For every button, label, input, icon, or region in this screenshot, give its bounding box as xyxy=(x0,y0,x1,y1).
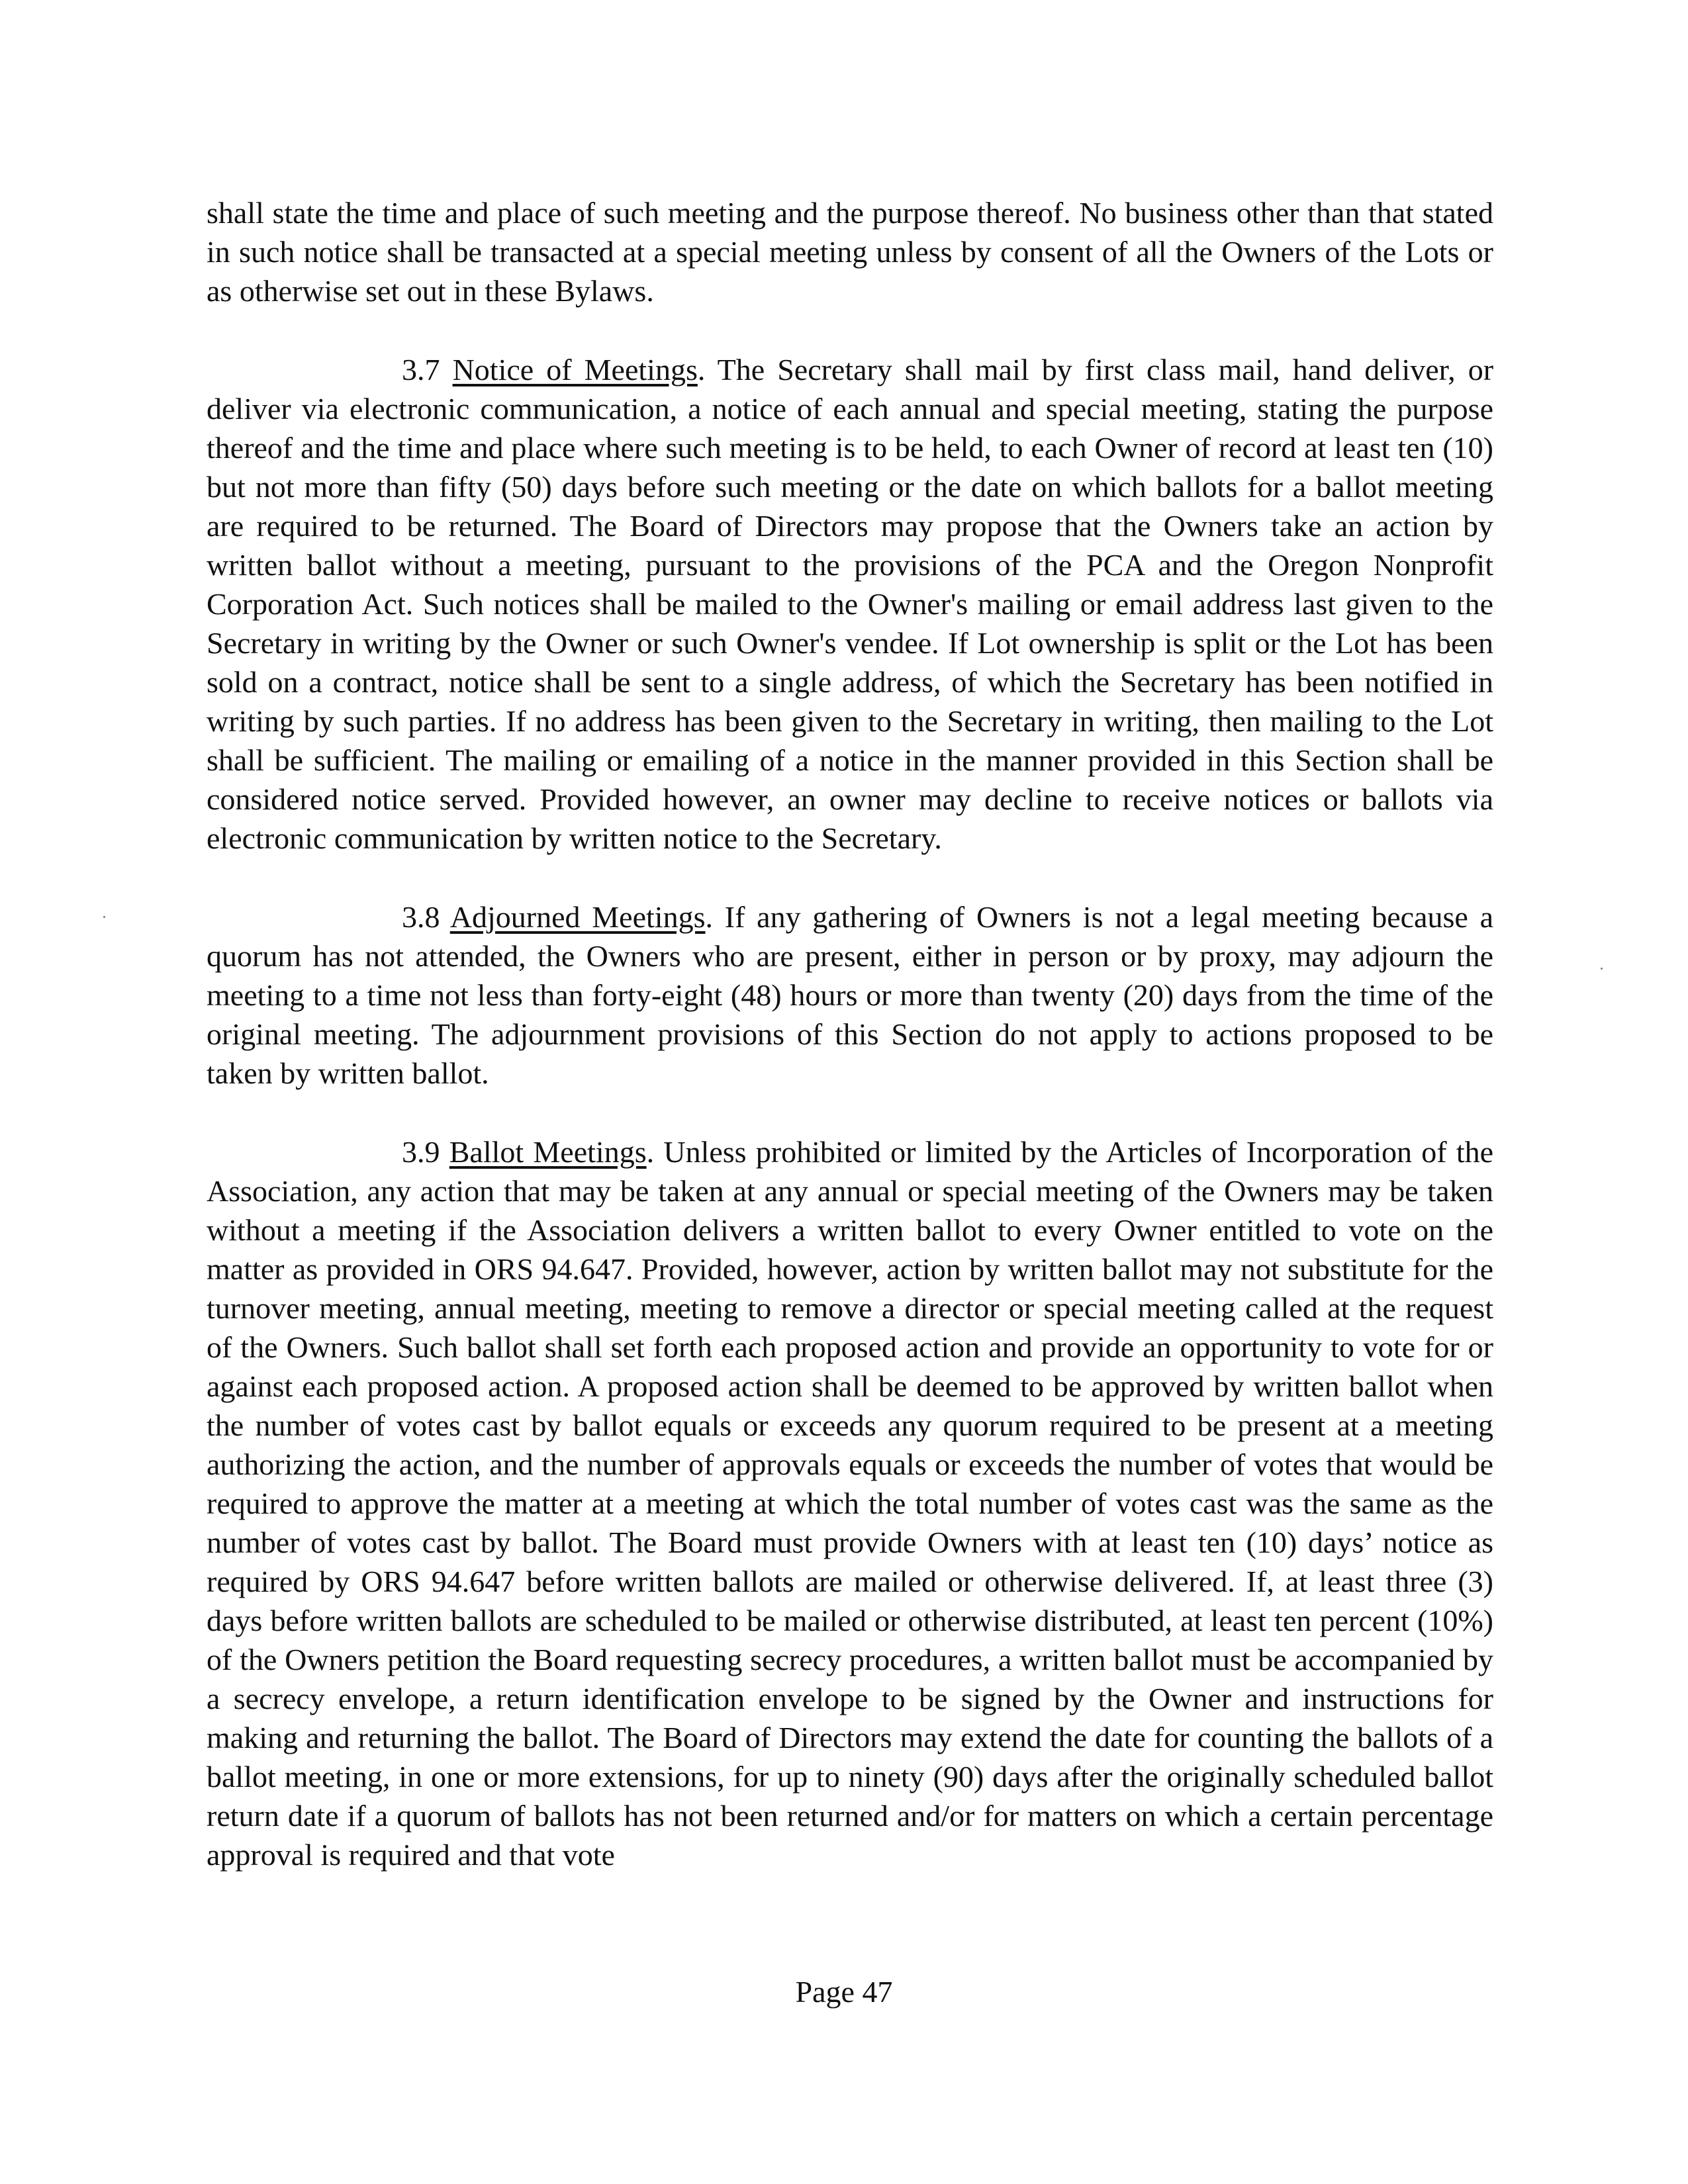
section-3-9-number: 3.9 xyxy=(402,1135,440,1169)
section-3-9-paragraph: 3.9 Ballot Meetings. Unless prohibited or limited by the Articles of Incorporation of the Association, any action that may be taken at any annual or special meeting of the Owners may be taken without a meeting if the Association delivers a written ballot to every Owner entitled to vote on the matter as provided in ORS 94.647. Provided, however, action by written ballot may not substitute for the turnover meeting, annual meeting, meeting to remove a director or special meeting called at the request of the Owners. Such ballot shall set forth each proposed action and provide an opportunity to vote for or against each proposed action. A proposed action shall be deemed to be approved by written ballot when the number of votes cast by ballot equals or exceeds any quorum required to be present at a meeting authorizing the action, and the number of approvals equals or exceeds the number of votes that would be required to approve the matter at a meeting at which the total number of votes cast was the same as the number of votes cast by ballot. The Board must provide Owners with at least ten (10) days’ notice as required by ORS 94.647 before written ballots are mailed or otherwise delivered. If, at least three (3) days before written ballots are scheduled to be mailed or otherwise distributed, at least ten percent (10%) of the Owners petition the Board requesting secrecy procedures, a written ballot must be accompanied by a secrecy envelope, a return identification envelope to be signed by the Owner and instructions for making and returning the ballot. The Board of Directors may extend the date for counting the ballots of a ballot meeting, in one or more extensions, for up to ninety (90) days after the originally scheduled ballot return date if a quorum of ballots has not been returned and/or for matters on which a certain percentage approval is required and that vote xyxy=(207,1135,1494,1872)
section-3-7-number: 3.7 xyxy=(402,353,440,387)
section-3-8-body: If any gathering of Owners is not a legal meeting because a quorum has not attended, the Owners who are present, either in person or by proxy, may adjourn the meeting to a time not less than forty-eight (48) hours or more than twenty (20) days from the time of the original meeting. The adjournment provisions of this Section do not apply to actions proposed to be taken by written ballot. xyxy=(207,900,1493,1090)
section-3-7-paragraph: 3.7 Notice of Meetings. The Secretary shall mail by first class mail, hand deliver, or deliver via electronic communication, a notice of each annual and special meeting, stating the purpose thereof and the time and place where such meeting is to be held, to each Owner of record at least ten (10) but not more than fifty (50) days before such meeting or the date on which ballots for a ballot meeting are required to be returned. The Board of Directors may propose that the Owners take an action by written ballot without a meeting, pursuant to the provisions of the PCA and the Oregon Nonprofit Corporation Act. Such notices shall be mailed to the Owner's mailing or email address last given to the Secretary in writing by the Owner or such Owner's vendee. If Lot ownership is split or the Lot has been sold on a contract, notice shall be sent to a single address, of which the Secretary has been notified in writing by such parties. If no address has been given to the Secretary in writing, then mailing to the Lot shall be sufficient. The mailing or emailing of a notice in the manner provided in this Section shall be considered notice served. Provided however, an owner may decline to receive notices or ballots via electronic communication by written notice to the Secretary. xyxy=(207,353,1494,855)
continuation-paragraph: shall state the time and place of such meeting and the purpose thereof. No business other than that stated in such notice shall be transacted at a special meeting unless by consent of all the Owners of the Lots or as otherwise set out in these Bylaws. xyxy=(207,196,1493,308)
section-3-8-heading: Adjourned Meetings xyxy=(449,900,706,934)
section-3-9-body: Unless prohibited or limited by the Articles of Incorporation of the Association, any action that may be taken at any annual or special meeting of the Owners may be taken without a meeting if the Association delivers a written ballot to every Owner entitled to vote on the matter as provided in ORS 94.647. Provided, however, action by written ballot may not substitute for the turnover meeting, annual meeting, meeting to remove a director or special meeting called at the request of the Owners. Such ballot shall set forth each proposed action and provide an opportunity to vote for or against each proposed action. A proposed action shall be deemed to be approved by written ballot when the number of votes cast by ballot equals or exceeds any quorum required to be present at a meeting authorizing the action, and the number of approvals equals or exceeds the number of votes that would be required to approve the matter at a meeting at which the total number of votes cast was the same as the number of votes cast by ballot. The Board must provide Owners with at least ten (10) days’ notice as required by ORS 94.647 before written ballots are mailed or otherwise delivered. If, at least three (3) days before written ballots are scheduled to be mailed or otherwise distributed, at least ten percent (10%) of the Owners petition the Board requesting secrecy procedures, a written ballot must be accompanied by a secrecy envelope, a return identification envelope to be signed by the Owner and instructions for making and returning the ballot. The Board of Directors may extend the date for counting the ballots of a ballot meeting, in one or more extensions, for up to ninety (90) days after the originally scheduled ballot return date if a quorum of ballots has not been returned and/or for matters on which a certain percentage approval is required and that vote xyxy=(207,1135,1494,1872)
scan-speck xyxy=(1601,968,1603,970)
section-3-8-number: 3.8 xyxy=(402,900,440,934)
scan-speck xyxy=(103,916,105,918)
section-3-7-heading: Notice of Meetings xyxy=(452,353,698,387)
document-body xyxy=(207,193,1493,1874)
section-3-8-paragraph: 3.8 Adjourned Meetings. If any gathering of Owners is not a legal meeting because a quorum has not attended, the Owners who are present, either in person or by proxy, may adjourn the meeting to a time not less than forty-eight (48) hours or more than twenty (20) days from the time of the original meeting. The adjournment provisions of this Section do not apply to actions proposed to be taken by written ballot. xyxy=(207,900,1493,1090)
section-3-7-body: The Secretary shall mail by first class mail, hand deliver, or deliver via electronic communication, a notice of each annual and special meeting, stating the purpose thereof and the time and place where such meeting is to be held, to each Owner of record at least ten (10) but not more than fifty (50) days before such meeting or the date on which ballots for a ballot meeting are required to be returned. The Board of Directors may propose that the Owners take an action by written ballot without a meeting, pursuant to the provisions of the PCA and the Oregon Nonprofit Corporation Act. Such notices shall be mailed to the Owner's mailing or email address last given to the Secretary in writing by the Owner or such Owner's vendee. If Lot ownership is split or the Lot has been sold on a contract, notice shall be sent to a single address, of which the Secretary has been notified in writing by such parties. If no address has been given to the Secretary in writing, then mailing to the Lot shall be sufficient. The mailing or emailing of a notice in the manner provided in this Section shall be considered notice served. Provided however, an owner may decline to receive notices or ballots via electronic communication by written notice to the Secretary. xyxy=(207,353,1494,855)
section-3-9-heading: Ballot Meetings xyxy=(449,1135,647,1169)
page-number: Page 47 xyxy=(795,1975,893,2009)
